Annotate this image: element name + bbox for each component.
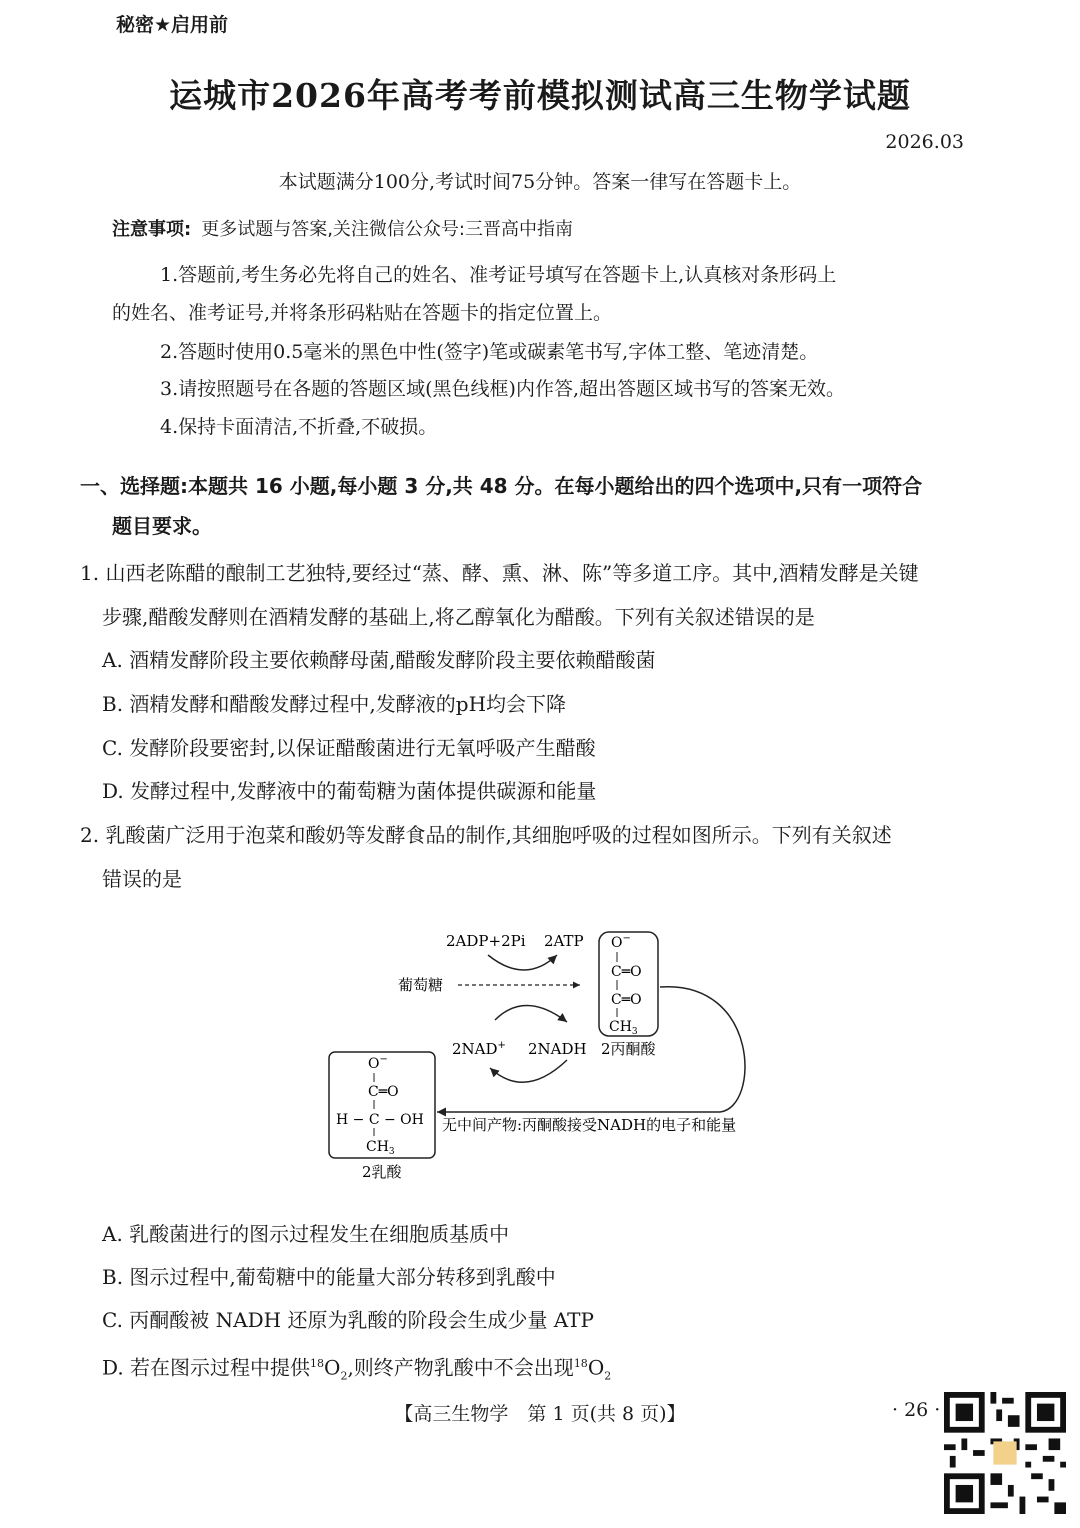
- section-line-1: 一、选择题:本题共 16 小题,每小题 3 分,共 48 分。在每小题给出的四个选项中,只有一项符合: [80, 474, 923, 498]
- exam-intro: 本试题满分100分,考试时间75分钟。答案一律写在答题卡上。: [278, 171, 802, 193]
- qr-code-icon: [944, 1392, 1066, 1514]
- notice-heading: 注意事项:: [112, 219, 192, 240]
- notice-item: 1.答题前,考生务必先将自己的姓名、准考证号填写在答题卡上,认真核对条形码上: [160, 264, 837, 286]
- lactate-c2: H − C − OH: [336, 1112, 424, 1128]
- pyruvate-label: 2丙酮酸: [601, 1040, 656, 1058]
- section-line-2: 题目要求。: [112, 514, 212, 538]
- atp-arrow: [488, 955, 557, 970]
- question-line: 步骤,醋酸发酵则在酒精发酵的基础上,将乙醇氧化为醋酸。下列有关叙述错误的是: [102, 605, 815, 629]
- qr-logo: [993, 1441, 1016, 1464]
- exam-title: 运城市2026年高考考前模拟测试高三生物学试题: [169, 76, 911, 115]
- lactate-label: 2乳酸: [362, 1163, 402, 1181]
- notice-follow-text: 更多试题与答案,关注微信公众号:三晋高中指南: [201, 219, 573, 240]
- question-line: 2. 乳酸菌广泛用于泡菜和酸奶等发酵食品的制作,其细胞呼吸的过程如图所示。下列有关叙述: [80, 823, 892, 847]
- nad-arrow: [495, 1005, 567, 1022]
- notice-item: 3.请按照题号在各题的答题区域(黑色线框)内作答,超出答题区域书写的答案无效。: [160, 378, 845, 400]
- atp-label: 2ATP: [544, 932, 584, 950]
- pyruvate-c1: C═O: [611, 964, 642, 980]
- lactate-o-minus: O−: [368, 1054, 388, 1072]
- question-line: 错误的是: [102, 867, 182, 891]
- secret-label: 秘密★启用前: [116, 14, 229, 36]
- q2-option-d: D. 若在图示过程中提供$^{18}O_2$,则终产物乳酸中不会出现$^{18}O_2$: [102, 1355, 612, 1383]
- glucose-label: 葡萄糖: [398, 976, 444, 994]
- page-code: · 26 ·: [892, 1399, 941, 1421]
- nad-label: 2NAD+: [452, 1040, 506, 1058]
- pyruvate-ch3: $CH_3$: [609, 1019, 638, 1037]
- diagram-note: 无中间产物:丙酮酸接受NADH的电子和能量: [442, 1116, 737, 1134]
- q2-option-a: A. 乳酸菌进行的图示过程发生在细胞质基质中: [102, 1222, 510, 1246]
- notice-item: 的姓名、准考证号,并将条形码粘贴在答题卡的指定位置上。: [112, 302, 613, 324]
- lactate-c1: C═O: [368, 1084, 399, 1100]
- nadh-label: 2NADH: [528, 1040, 587, 1058]
- page-footer: 【高三生物学 第 1 页(共 8 页)】: [394, 1403, 686, 1425]
- notice-item: 2.答题时使用0.5毫米的黑色中性(签字)笔或碳素笔书写,字体工整、笔迹清楚。: [160, 341, 819, 363]
- q1-option-d: D. 发酵过程中,发酵液中的葡萄糖为菌体提供碳源和能量: [102, 779, 597, 803]
- pyruvate-c2: C═O: [611, 992, 642, 1008]
- q2-option-b: B. 图示过程中,葡萄糖中的能量大部分转移到乳酸中: [102, 1265, 556, 1289]
- exam-date: 2026.03: [885, 131, 964, 153]
- q1-option-a: A. 酒精发酵阶段主要依赖酵母菌,醋酸发酵阶段主要依赖醋酸菌: [102, 648, 656, 672]
- q2-option-c: C. 丙酮酸被 NADH 还原为乳酸的阶段会生成少量 ATP: [102, 1308, 594, 1332]
- lactate-ch3: $CH_3$: [366, 1139, 395, 1157]
- question-line: 1. 山西老陈醋的酿制工艺独特,要经过“蒸、酵、熏、淋、陈”等多道工序。其中,酒精发酵是关键: [80, 561, 919, 585]
- q1-option-b: B. 酒精发酵和醋酸发酵过程中,发酵液的pH均会下降: [102, 692, 567, 716]
- adp-label: 2ADP+2Pi: [446, 932, 526, 950]
- q1-option-c: C. 发酵阶段要密封,以保证醋酸菌进行无氧呼吸产生醋酸: [102, 736, 596, 760]
- nadh-recycle-arrow: [490, 1060, 567, 1082]
- notice-item: 4.保持卡面清洁,不折叠,不破损。: [160, 416, 438, 438]
- pyruvate-o-minus: O−: [611, 933, 631, 951]
